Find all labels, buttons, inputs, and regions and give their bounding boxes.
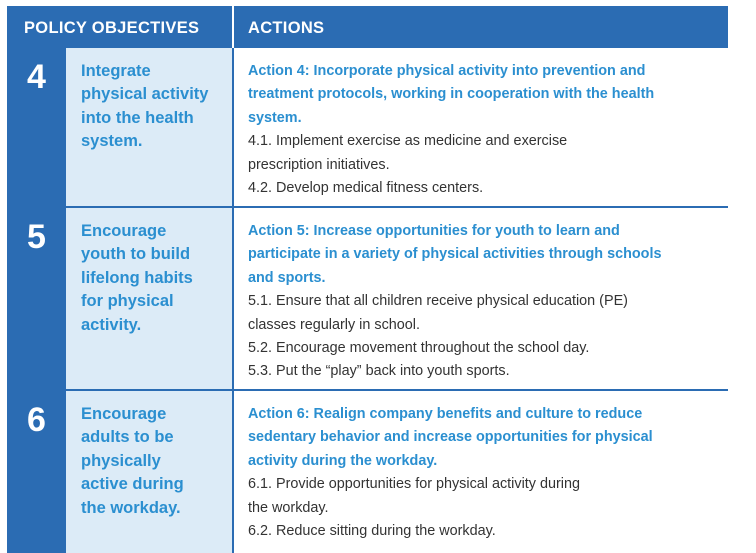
objective-text xyxy=(66,391,234,553)
action-item-line: 5.2. Encourage movement throughout the school day. xyxy=(248,340,590,357)
action-title-line: participate in a variety of physical activities through schools xyxy=(248,246,662,263)
action-cell xyxy=(234,391,728,553)
table-row xyxy=(7,48,728,208)
action-title-line: system. xyxy=(248,109,302,126)
objective-line: the workday. xyxy=(81,498,181,517)
objective-line: physical activity xyxy=(81,85,209,104)
action-title-line: Action 5: Increase opportunities for youth to learn and xyxy=(248,223,620,239)
action-item-line: 4.2. Develop medical fitness centers. xyxy=(248,180,484,197)
action-item-line: the workday. xyxy=(248,499,329,516)
table-row xyxy=(7,208,728,391)
action-item-line: 6.1. Provide opportunities for physical activity during xyxy=(248,476,580,493)
action-item-line: 6.2. Reduce sitting during the workday. xyxy=(248,523,496,540)
action-cell xyxy=(234,48,728,206)
table-header xyxy=(7,6,728,48)
objective-line: adults to be xyxy=(81,428,174,447)
objective-line: system. xyxy=(81,132,143,151)
header-policy-objectives: POLICY OBJECTIVES xyxy=(7,6,234,48)
objective-line: lifelong habits xyxy=(81,268,193,287)
action-item-line: 4.1. Implement exercise as medicine and exercise xyxy=(248,133,568,150)
action-title-line: Action 4: Incorporate physical activity into prevention and xyxy=(248,63,646,79)
objective-text xyxy=(66,48,234,206)
objective-number: 4 xyxy=(7,48,66,206)
objective-line: active during xyxy=(81,475,184,494)
objective-line: Encourage xyxy=(81,405,167,423)
action-item-line: 5.3. Put the “play” back into youth sports. xyxy=(248,363,510,380)
action-item-line: prescription initiatives. xyxy=(248,156,390,173)
action-title-line: Action 6: Realign company benefits and culture to reduce xyxy=(248,406,643,422)
action-item-line: classes regularly in school. xyxy=(248,316,420,333)
objective-line: activity. xyxy=(81,315,142,334)
action-title-line: sedentary behavior and increase opportunities for physical xyxy=(248,429,653,446)
objective-line: for physical xyxy=(81,292,174,311)
objective-line: into the health xyxy=(81,108,194,127)
objective-line: physically xyxy=(81,451,161,470)
objective-line: Integrate xyxy=(81,62,151,80)
action-cell xyxy=(234,208,728,389)
action-title-line: treatment protocols, working in cooperation with the health xyxy=(248,86,655,103)
policy-table xyxy=(7,6,728,553)
objective-number: 6 xyxy=(7,391,66,553)
objective-line: youth to build xyxy=(81,245,191,264)
action-title-line: activity during the workday. xyxy=(248,452,438,469)
objective-line: Encourage xyxy=(81,222,167,240)
action-title-line: and sports. xyxy=(248,269,326,286)
header-actions: ACTIONS xyxy=(248,19,325,37)
objective-text xyxy=(66,208,234,389)
action-item-line: 5.1. Ensure that all children receive physical education (PE) xyxy=(248,293,628,310)
table-row xyxy=(7,391,728,553)
objective-number: 5 xyxy=(7,208,66,389)
